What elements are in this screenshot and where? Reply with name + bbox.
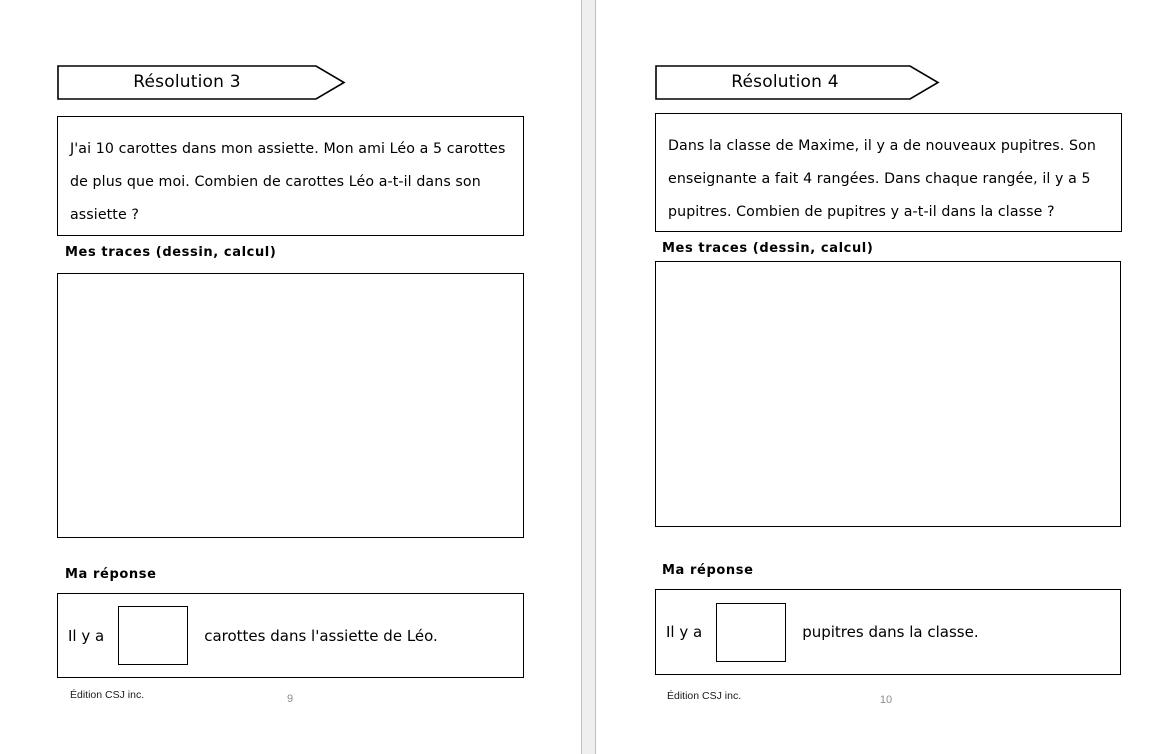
- traces-drawing-area[interactable]: [655, 261, 1121, 527]
- answer-prefix-text: Il y a: [666, 623, 703, 641]
- resolution-banner: [655, 65, 939, 100]
- answer-prefix-text: Il y a: [68, 626, 105, 645]
- resolution-banner: [57, 65, 345, 100]
- document-page-left[interactable]: [0, 0, 581, 754]
- answer-sentence: [666, 590, 1110, 674]
- traces-label: Mes traces (dessin, calcul): [65, 245, 277, 260]
- problem-statement-text: J'ai 10 carottes dans mon assiette. Mon ami Léo a 5 carottes de plus que moi. Combien de carottes Léo a-t-il dans son assiette ?: [70, 141, 506, 223]
- problem-statement-box: [655, 113, 1122, 232]
- answer-input-field[interactable]: [118, 606, 188, 665]
- answer-suffix-text: carottes dans l'assiette de Léo.: [204, 626, 438, 645]
- answer-label: Ma réponse: [662, 563, 754, 578]
- answer-label: Ma réponse: [65, 567, 157, 582]
- answer-input-field[interactable]: [716, 603, 786, 662]
- answer-box: [655, 589, 1121, 675]
- banner-title: Résolution 3: [133, 72, 241, 92]
- banner-title: Résolution 4: [731, 72, 839, 92]
- traces-label: Mes traces (dessin, calcul): [662, 241, 874, 256]
- answer-suffix-text: pupitres dans la classe.: [802, 623, 979, 641]
- document-page-right[interactable]: [596, 0, 1176, 754]
- page-number: 9: [286, 693, 294, 705]
- footer-credit: Édition CSJ inc.: [667, 690, 742, 702]
- problem-statement-text: Dans la classe de Maxime, il y a de nouveaux pupitres. Son enseignante a fait 4 rangées. Dans chaque rangée, il y a 5 pupitres. Combien de pupitres y a-t-il dans la classe ?: [668, 138, 1096, 220]
- footer-credit: Édition CSJ inc.: [70, 689, 145, 701]
- page-number: 10: [879, 694, 893, 706]
- problem-statement-box: [57, 116, 524, 236]
- answer-box: [57, 593, 524, 678]
- traces-drawing-area[interactable]: [57, 273, 524, 538]
- page-gutter-divider: [581, 0, 596, 754]
- answer-sentence: [68, 594, 513, 677]
